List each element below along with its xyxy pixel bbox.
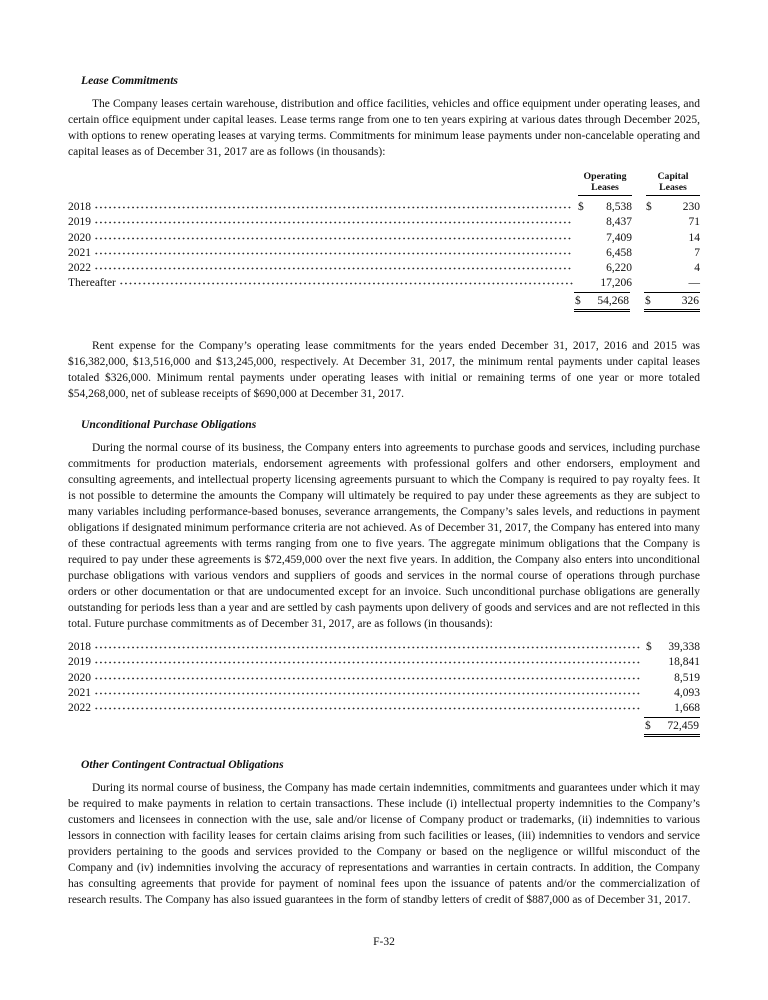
capital-leases-amount: 14 [688,231,700,244]
dot-leader [93,670,641,681]
dot-leader [93,260,573,271]
table-row [68,639,700,654]
currency-symbol: $ [646,201,652,213]
operating-leases-amount: 6,458 [606,246,632,259]
section-heading-unconditional-purchase-obligations: Unconditional Purchase Obligations [81,418,257,432]
dot-leader [93,639,641,650]
commitment-total: $ 72,459 [644,717,700,737]
row-label: 2021 [68,686,91,699]
table-row [68,230,700,245]
row-label: 2019 [68,656,91,669]
capital-leases-amount: 71 [688,216,700,229]
commitment-amount: 8,519 [674,671,700,684]
table-total-row [68,717,700,737]
purchase-commitments-table [68,639,700,737]
table-row [68,214,700,229]
table-row [68,670,700,685]
capital-leases-amount: — [688,277,700,290]
table-row [68,199,700,214]
capital-leases-amount: 7 [694,246,700,259]
dot-leader [118,275,573,286]
rent-expense-paragraph: Rent expense for the Company’s operating lease commitments for the years ended December 31, 2017, 2016 and 2015 was $16,382,000, $13,516,000 and $13,245,000, respectively. At December 31, 2017, the minimum rental payments under capital leases totaled $326,000. Minimum rental payments under operating leases with initial or remaining terms of one year or more totaled $54,268,000, net of sublease receipts of $690,000 at December 31, 2017. [68,340,700,401]
other-contingent-paragraph: During its normal course of business, the Company has made certain indemnities, commitments and guarantees under which it may be required to make payments in relation to certain transactions. These include (i) intellectual property indemnities to the Company’s customers and licensees in connection with the use, sale and/or license of Company product or trademarks, (ii) indemnities to various lessors in connection with facility leases for certain claims arising from such facilities or leases, (iii) indemnities to vendors and service providers pertaining to the goods and services provided to the Company or based on the negligence or willful misconduct of the Company and (iv) indemnities involving the accuracy of representations and warranties in certain contracts. In addition, the Company has consulting agreements that provide for payment of nominal fees upon the issuance of patents and/or the commercialization of research results. The Company has also issued guarantees in the form of standby letters of credit of $887,000 as of December 31, 2017. [68,781,700,906]
operating-leases-amount: $ 8,538 [578,201,632,213]
commitment-amount: 4,093 [674,686,700,699]
page-number: F-32 [373,936,395,948]
operating-leases-total: $ 54,268 [574,292,630,312]
capital-leases-amount: $ 230 [646,201,700,213]
lease-commitments-table [68,172,700,312]
table-row [68,245,700,260]
commitment-amount: 1,668 [674,702,700,715]
dot-leader [93,654,641,665]
column-header-capital-leases: Capital Leases [646,172,700,196]
table-row [68,700,700,715]
section-heading-lease-commitments: Lease Commitments [81,74,178,87]
capital-leases-total: $ 326 [644,292,700,312]
operating-leases-amount: 17,206 [600,277,632,290]
currency-symbol: $ [578,201,584,213]
lease-commitments-intro-paragraph: The Company leases certain warehouse, distribution and office facilities, vehicles and office equipment under operating leases, and certain office equipment under capital leases. Lease terms range from one to ten years expiring at various dates through December 2025, with options to renew operating leases at varying terms. Commitments for minimum lease payments under non-cancelable operating and capital leases as of December 31, 2017 are as follows (in thousands): [68,98,700,158]
row-label: 2022 [68,702,91,715]
dot-leader [93,199,573,210]
table-total-row [68,292,700,312]
row-label: 2018 [68,201,91,213]
commitment-amount: $ 39,338 [646,641,700,654]
section-heading-other-contingent-contractual-obligations: Other Contingent Contractual Obligations [81,757,284,771]
table-row [68,260,700,275]
commitment-amount: 18,841 [668,656,700,669]
currency-symbol: $ [646,641,652,654]
lease-table-header-row [68,172,700,196]
row-label: 2018 [68,641,91,654]
dot-leader [93,245,573,256]
dot-leader [93,700,641,711]
row-label: 2019 [68,216,91,229]
column-header-operating-leases: Operating Leases [578,172,632,196]
row-label: 2020 [68,671,91,684]
dot-leader [93,214,573,225]
table-row [68,654,700,669]
operating-leases-amount: 6,220 [606,262,632,275]
unconditional-purchase-obligations-paragraph: During the normal course of its business, the Company enters into agreements to purchase goods and services, including purchase commitments for production materials, endorsement agreements with professional golfers and other endorsers, employment and consulting agreements, and intellectual property licensing agreements pursuant to which the Company is required to pay royalty fees. It is not possible to determine the amounts the Company will ultimately be required to pay under these agreements as they are subject to many variables including performance-based bonuses, severance arrangements, the Company’s sales levels, and reductions in payment obligations if designated minimum performance criteria are not achieved. As of December 31, 2017, the Company has entered into many of these contractual agreements with terms ranging from one to five years. The aggregate minimum obligations that the Company is required to pay under these agreements is $72,459,000 over the next five years. In addition, the Company also enters into unconditional purchase obligations with various vendors and suppliers of goods and services in the normal course of operations through purchase orders or other documentation or that are undocumented except for an invoice. Such unconditional purchase obligations are generally outstanding for periods less than a year and are settled by cash payments upon delivery of goods and services and are not reflected in this total. Future purchase commitments as of December 31, 2017, are as follows (in thousands): [68,442,700,631]
dot-leader [93,685,641,696]
row-label: 2021 [68,246,91,259]
row-label: Thereafter [68,277,116,290]
capital-leases-amount: 4 [694,262,700,275]
table-row [68,275,700,290]
row-label: 2022 [68,262,91,275]
table-row [68,685,700,700]
dot-leader [93,230,573,241]
row-label: 2020 [68,231,91,244]
operating-leases-amount: 8,437 [606,216,632,229]
operating-leases-amount: 7,409 [606,231,632,244]
